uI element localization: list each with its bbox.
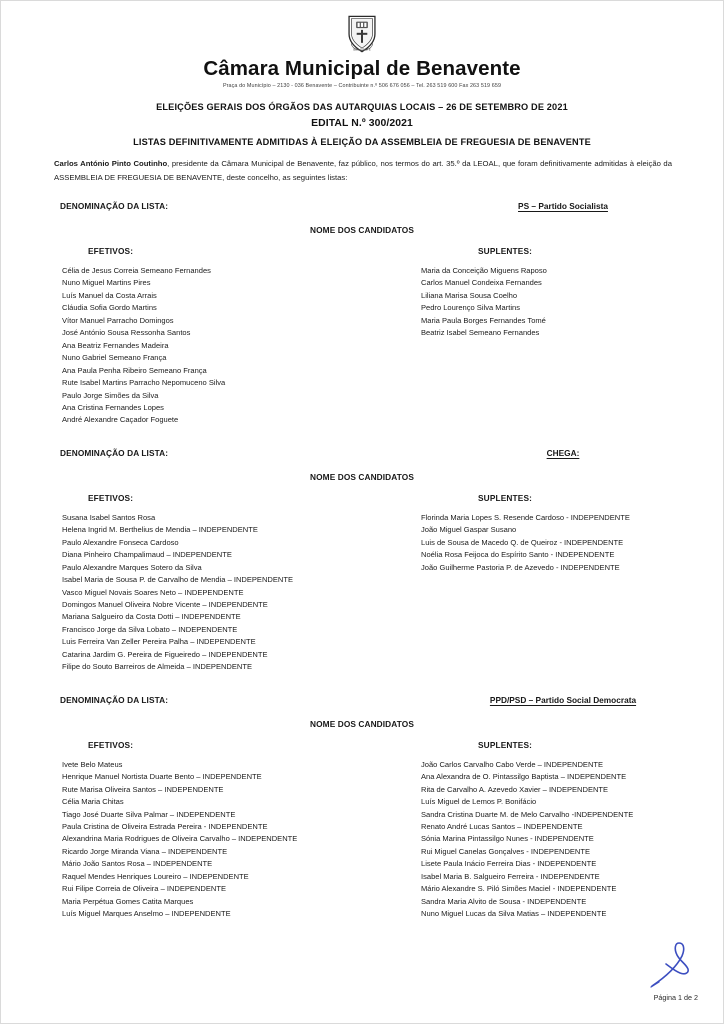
candidate-item: Isabel Maria de Sousa P. de Carvalho de Mendia – INDEPENDENTE: [62, 575, 293, 585]
nome-dos-candidatos-label: NOME DOS CANDIDATOS: [310, 471, 414, 482]
document-header: [0, 0, 724, 89]
candidate-item: Henrique Manuel Nortista Duarte Bento – INDEPENDENTE: [62, 772, 262, 782]
candidate-item: Ana Cristina Fernandes Lopes: [62, 402, 164, 412]
candidate-item: Filipe do Souto Barreiros de Almeida – INDEPENDENTE: [62, 662, 253, 672]
candidate-columns: [0, 246, 724, 431]
efetivos-label: EFETIVOS:: [88, 739, 134, 750]
candidate-item: José António Sousa Ressonha Santos: [62, 328, 191, 338]
edital-title-block: [0, 102, 724, 147]
candidate-item: Luis de Sousa de Macedo Q. de Queiroz - INDEPENDENTE: [421, 537, 624, 547]
edital-subject: LISTAS DEFINITIVAMENTE ADMITIDAS À ELEIÇÃO DA ASSEMBLEIA DE FREGUESIA DE BENAVENTE: [133, 137, 591, 147]
lista-header-row: [0, 201, 724, 216]
candidate-item: Ana Paula Penha Ribeiro Semeano França: [62, 365, 207, 375]
candidate-item: Paulo Alexandre Fonseca Cardoso: [62, 537, 179, 547]
lista-header-row: [0, 448, 724, 463]
candidate-item: Ana Alexandra de O. Pintassilgo Baptista – INDEPENDENTE: [421, 772, 627, 782]
party-section: [0, 201, 724, 431]
candidate-item: Rute Isabel Martins Parracho Nepomuceno Silva: [62, 378, 226, 388]
candidate-item: Ricardo Jorge Miranda Viana – INDEPENDENTE: [62, 846, 228, 856]
candidate-item: André Alexandre Caçador Foguete: [62, 415, 179, 425]
candidate-item: Liliana Marisa Sousa Coelho: [421, 290, 518, 300]
party-name: CHEGA:: [546, 447, 580, 458]
denominacao-label: DENOMINAÇÃO DA LISTA:: [60, 447, 169, 458]
candidate-item: Ana Beatriz Fernandes Madeira: [62, 340, 169, 350]
candidate-item: Rui Miguel Canelas Gonçalves - INDEPENDENTE: [421, 846, 591, 856]
candidate-item: Sandra Cristina Duarte M. de Melo Carvalho -INDEPENDENTE: [421, 809, 634, 819]
candidate-item: Nuno Miguel Lucas da Silva Matias – INDEPENDENTE: [421, 909, 607, 919]
candidate-item: Sónia Marina Pintassilgo Nunes - INDEPENDENTE: [421, 834, 594, 844]
candidate-item: Luís Manuel da Costa Arrais: [62, 290, 157, 300]
efetivos-list: [62, 759, 297, 921]
candidate-item: Raquel Mendes Henriques Loureiro – INDEPENDENTE: [62, 871, 249, 881]
candidate-item: Maria Perpétua Gomes Catita Marques: [62, 896, 194, 906]
candidate-item: Célia de Jesus Correia Semeano Fernandes: [62, 266, 211, 275]
candidate-item: Lisete Paula Inácio Ferreira Dias - INDEPENDENTE: [421, 859, 597, 869]
edital-number: EDITAL N.º 300/2021: [311, 118, 413, 129]
candidate-item: Carlos Manuel Condeixa Fernandes: [421, 278, 542, 288]
efetivos-label: EFETIVOS:: [88, 492, 134, 503]
candidate-item: Nuno Miguel Martins Pires: [62, 278, 151, 288]
nome-dos-candidatos-label: NOME DOS CANDIDATOS: [310, 718, 414, 729]
president-name: Carlos António Pinto Coutinho: [54, 159, 168, 168]
candidate-item: Paulo Jorge Simões da Silva: [62, 390, 159, 400]
svg-text:BENAVENTE: BENAVENTE: [353, 47, 371, 52]
candidate-item: Helena Ingrid M. Berthelius de Mendia – INDEPENDENTE: [62, 525, 258, 535]
suplentes-list: [421, 512, 630, 574]
lista-header-row: [0, 695, 724, 710]
candidate-columns: [0, 740, 724, 925]
candidate-item: Vasco Miguel Novais Soares Neto – INDEPENDENTE: [62, 587, 244, 597]
denominacao-label: DENOMINAÇÃO DA LISTA:: [60, 201, 169, 211]
candidate-item: Isabel Maria B. Salgueiro Ferreira - INDEPENDENTE: [421, 871, 600, 881]
candidate-item: Mário Alexandre S. Piló Simões Maciel - INDEPENDENTE: [421, 884, 617, 894]
candidate-item: Luís Miguel de Lemos P. Bonifácio: [421, 797, 537, 807]
party-sections: [0, 201, 724, 925]
candidate-item: Vítor Manuel Parracho Domingos: [62, 315, 174, 325]
efetivos-list: [62, 265, 225, 427]
candidate-item: Rui Filipe Correia de Oliveira – INDEPENDENTE: [62, 884, 226, 894]
organization-title: Câmara Municipal de Benavente: [203, 57, 521, 80]
candidate-item: Maria Paula Borges Fernandes Tomé: [421, 315, 546, 325]
candidate-columns: [0, 493, 724, 678]
candidate-item: Rute Marisa Oliveira Santos – INDEPENDENTE: [62, 784, 224, 794]
candidate-item: Sandra Maria Alvito de Sousa - INDEPENDENTE: [421, 896, 587, 906]
denominacao-label: DENOMINAÇÃO DA LISTA:: [60, 694, 169, 705]
candidate-item: Rita de Carvalho A. Azevedo Xavier – INDEPENDENTE: [421, 784, 609, 794]
candidate-item: Renato André Lucas Santos – INDEPENDENTE: [421, 821, 583, 831]
candidate-item: Pedro Lourenço Silva Martins: [421, 303, 520, 313]
candidate-item: Domingos Manuel Oliveira Nobre Vicente – INDEPENDENTE: [62, 600, 268, 610]
handwritten-signature-icon: [648, 936, 702, 992]
candidate-item: Francisco Jorge da Silva Lobato – INDEPENDENTE: [62, 624, 238, 634]
party-name: PS – Partido Socialista: [518, 201, 608, 211]
candidate-item: Cláudia Sofia Gordo Martins: [62, 303, 157, 313]
suplentes-list: [421, 265, 547, 340]
candidate-item: Mariana Salgueiro da Costa Dotti – INDEPENDENTE: [62, 612, 241, 622]
suplentes-label: SUPLENTES:: [478, 246, 533, 256]
nome-dos-candidatos-label: NOME DOS CANDIDATOS: [310, 225, 414, 235]
intro-paragraph: [54, 157, 672, 184]
party-name: PPD/PSD – Partido Social Democrata: [489, 694, 637, 705]
party-section: [0, 448, 724, 678]
candidate-item: João Miguel Gaspar Susano: [421, 525, 517, 535]
candidate-item: João Carlos Carvalho Cabo Verde – INDEPENDENTE: [421, 759, 604, 769]
candidate-item: Mário João Santos Rosa – INDEPENDENTE: [62, 859, 213, 869]
suplentes-list: [421, 759, 633, 921]
intro-text: , presidente da Câmara Municipal de Benavente, faz público, nos termos do art. 35.º da LEOAL, que foram definitivamente admitidas à eleição da ASSEMBLEIA DE FREGUESIA DE BENAVENTE, deste concelho, as seguintes listas:: [54, 159, 672, 182]
organization-address: Praça do Município – 2130 - 036 Benavente – Contribuinte n.º 506 676 056 – Tel. 263 519 600 Fax 263 519 659: [222, 83, 502, 89]
candidate-item: Noélia Rosa Feijoca do Espírito Santo - INDEPENDENTE: [421, 550, 615, 560]
candidate-item: Maria da Conceição Miguens Raposo: [421, 266, 547, 275]
candidate-item: Luís Miguel Marques Anselmo – INDEPENDENTE: [62, 909, 231, 919]
candidate-item: Célia Maria Chitas: [62, 797, 124, 807]
efetivos-label: EFETIVOS:: [88, 246, 134, 256]
candidate-item: Paula Cristina de Oliveira Estrada Pereira - INDEPENDENTE: [62, 821, 268, 831]
candidate-item: Nuno Gabriel Semeano França: [62, 353, 167, 363]
candidate-item: Luis Ferreira Van Zeller Pereira Palha – INDEPENDENTE: [62, 637, 256, 647]
candidate-item: Diana Pinheiro Champalimaud – INDEPENDENTE: [62, 550, 232, 560]
candidate-item: Catarina Jardim G. Pereira de Figueiredo – INDEPENDENTE: [62, 649, 268, 659]
suplentes-label: SUPLENTES:: [478, 739, 533, 750]
candidate-item: João Guilherme Pastoria P. de Azevedo - INDEPENDENTE: [421, 562, 620, 572]
candidate-item: Florinda Maria Lopes S. Resende Cardoso - INDEPENDENTE: [421, 512, 630, 522]
candidate-item: Beatriz Isabel Semeano Fernandes: [421, 328, 540, 338]
candidate-item: Ivete Belo Mateus: [62, 759, 123, 769]
coat-of-arms-icon: [344, 14, 380, 54]
party-section: [0, 695, 724, 925]
candidate-item: Alexandrina Maria Rodrigues de Oliveira Carvalho – INDEPENDENTE: [62, 834, 298, 844]
page-number: Página 1 de 2: [653, 993, 698, 1002]
elections-title: ELEIÇÕES GERAIS DOS ÓRGÃOS DAS AUTARQUIAS LOCAIS – 26 DE SETEMBRO DE 2021: [156, 102, 568, 112]
candidate-item: Susana Isabel Santos Rosa: [62, 512, 156, 522]
efetivos-list: [62, 512, 293, 674]
suplentes-label: SUPLENTES:: [478, 492, 533, 503]
candidate-item: Tiago José Duarte Silva Palmar – INDEPENDENTE: [62, 809, 236, 819]
candidate-item: Paulo Alexandre Marques Sotero da Silva: [62, 562, 202, 572]
